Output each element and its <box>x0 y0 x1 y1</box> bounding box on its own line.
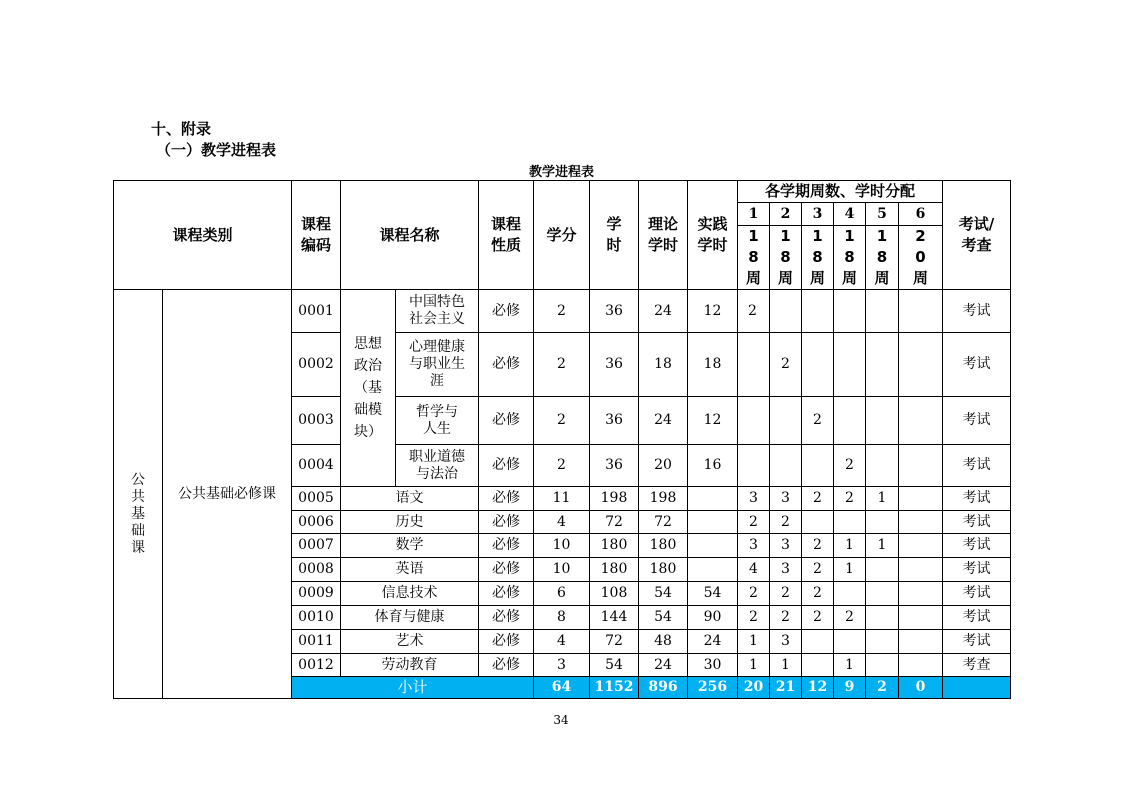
course-code: 0006 <box>292 511 341 534</box>
semester-hours-6 <box>899 630 943 654</box>
course-hours: 198 <box>590 487 639 511</box>
course-theory-hours: 20 <box>639 445 688 487</box>
semester-hours-2: 3 <box>770 487 802 511</box>
header-nature: 课程性质 <box>479 181 534 290</box>
semester-hours-6 <box>899 511 943 534</box>
course-hours: 36 <box>590 445 639 487</box>
semester-hours-2: 2 <box>770 333 802 397</box>
semester-hours-4: 2 <box>834 487 866 511</box>
header-semester-5: 5 <box>866 203 899 226</box>
subtotal-semester-2: 21 <box>770 677 802 699</box>
course-code: 0008 <box>292 558 341 582</box>
header-weeks-3: 18周 <box>802 226 834 290</box>
course-theory-hours: 24 <box>639 654 688 677</box>
semester-hours-2: 2 <box>770 606 802 630</box>
semester-hours-4 <box>834 582 866 606</box>
semester-hours-4 <box>834 290 866 333</box>
semester-hours-5 <box>866 333 899 397</box>
course-credits: 4 <box>534 630 590 654</box>
header-semester-group: 各学期周数、学时分配 <box>738 181 943 203</box>
semester-hours-4 <box>834 511 866 534</box>
course-code: 0010 <box>292 606 341 630</box>
course-hours: 72 <box>590 511 639 534</box>
course-code: 0003 <box>292 397 341 445</box>
course-name: 中国特色社会主义 <box>396 290 479 333</box>
course-practice-hours <box>688 511 738 534</box>
semester-hours-6 <box>899 582 943 606</box>
course-theory-hours: 180 <box>639 534 688 558</box>
header-practice-hours: 实践学时 <box>688 181 738 290</box>
course-nature: 必修 <box>479 630 534 654</box>
course-name: 心理健康与职业生涯 <box>396 333 479 397</box>
semester-hours-3: 2 <box>802 582 834 606</box>
course-practice-hours: 12 <box>688 290 738 333</box>
course-code: 0002 <box>292 333 341 397</box>
semester-hours-1: 1 <box>738 654 770 677</box>
course-nature: 必修 <box>479 487 534 511</box>
course-assessment: 考试 <box>943 558 1011 582</box>
course-hours: 180 <box>590 558 639 582</box>
subtotal-semester-1: 20 <box>738 677 770 699</box>
course-assessment: 考试 <box>943 606 1011 630</box>
semester-hours-2 <box>770 445 802 487</box>
subtotal-semester-4: 9 <box>834 677 866 699</box>
course-nature: 必修 <box>479 511 534 534</box>
subtotal-theory-hours: 896 <box>639 677 688 699</box>
semester-hours-3: 2 <box>802 397 834 445</box>
course-nature: 必修 <box>479 654 534 677</box>
semester-hours-5 <box>866 558 899 582</box>
course-name: 劳动教育 <box>341 654 479 677</box>
page-number: 34 <box>553 713 569 727</box>
section-heading: 十、附录 <box>151 120 212 138</box>
semester-hours-5 <box>866 445 899 487</box>
course-hours: 36 <box>590 333 639 397</box>
semester-hours-5 <box>866 582 899 606</box>
semester-hours-2: 2 <box>770 511 802 534</box>
semester-hours-5: 1 <box>866 534 899 558</box>
course-assessment: 考试 <box>943 290 1011 333</box>
header-weeks-2: 18周 <box>770 226 802 290</box>
header-weeks-5: 18周 <box>866 226 899 290</box>
course-hours: 72 <box>590 630 639 654</box>
semester-hours-4: 2 <box>834 606 866 630</box>
course-theory-hours: 24 <box>639 397 688 445</box>
course-code: 0005 <box>292 487 341 511</box>
course-credits: 2 <box>534 445 590 487</box>
course-hours: 54 <box>590 654 639 677</box>
semester-hours-2: 1 <box>770 654 802 677</box>
header-theory-hours: 理论学时 <box>639 181 688 290</box>
course-credits: 6 <box>534 582 590 606</box>
course-assessment: 考查 <box>943 654 1011 677</box>
semester-hours-6 <box>899 558 943 582</box>
semester-hours-6 <box>899 397 943 445</box>
semester-hours-2: 2 <box>770 582 802 606</box>
category-main-cell: 公共基础课 <box>114 290 163 699</box>
semester-hours-3 <box>802 511 834 534</box>
course-practice-hours: 12 <box>688 397 738 445</box>
semester-hours-5: 1 <box>866 487 899 511</box>
course-nature: 必修 <box>479 397 534 445</box>
semester-hours-5 <box>866 397 899 445</box>
subtotal-practice-hours: 256 <box>688 677 738 699</box>
course-practice-hours: 16 <box>688 445 738 487</box>
semester-hours-3 <box>802 333 834 397</box>
semester-hours-2: 3 <box>770 534 802 558</box>
course-credits: 8 <box>534 606 590 630</box>
course-credits: 2 <box>534 333 590 397</box>
course-nature: 必修 <box>479 558 534 582</box>
course-assessment: 考试 <box>943 397 1011 445</box>
semester-hours-3 <box>802 290 834 333</box>
course-name: 职业道德与法治 <box>396 445 479 487</box>
header-weeks-6: 20周 <box>899 226 943 290</box>
course-assessment: 考试 <box>943 511 1011 534</box>
semester-hours-2: 3 <box>770 558 802 582</box>
semester-hours-4: 1 <box>834 654 866 677</box>
course-theory-hours: 18 <box>639 333 688 397</box>
course-credits: 11 <box>534 487 590 511</box>
header-credits: 学分 <box>534 181 590 290</box>
course-name: 数学 <box>341 534 479 558</box>
course-name: 信息技术 <box>341 582 479 606</box>
course-practice-hours: 18 <box>688 333 738 397</box>
header-weeks-4: 18周 <box>834 226 866 290</box>
course-theory-hours: 180 <box>639 558 688 582</box>
course-assessment: 考试 <box>943 582 1011 606</box>
course-theory-hours: 54 <box>639 582 688 606</box>
semester-hours-4 <box>834 630 866 654</box>
course-assessment: 考试 <box>943 333 1011 397</box>
course-practice-hours: 90 <box>688 606 738 630</box>
subtotal-credits: 64 <box>534 677 590 699</box>
semester-hours-6 <box>899 487 943 511</box>
semester-hours-1: 2 <box>738 511 770 534</box>
course-name: 体育与健康 <box>341 606 479 630</box>
semester-hours-3 <box>802 445 834 487</box>
course-nature: 必修 <box>479 333 534 397</box>
semester-hours-4 <box>834 397 866 445</box>
course-hours: 36 <box>590 290 639 333</box>
semester-hours-5 <box>866 654 899 677</box>
semester-hours-1 <box>738 445 770 487</box>
course-code: 0007 <box>292 534 341 558</box>
course-assessment: 考试 <box>943 534 1011 558</box>
semester-hours-2 <box>770 397 802 445</box>
course-hours: 36 <box>590 397 639 445</box>
course-nature: 必修 <box>479 445 534 487</box>
teaching-schedule-table <box>113 180 1011 699</box>
course-practice-hours: 30 <box>688 654 738 677</box>
course-nature: 必修 <box>479 606 534 630</box>
header-code: 课程编码 <box>292 181 341 290</box>
course-theory-hours: 72 <box>639 511 688 534</box>
table-body <box>114 290 1011 699</box>
course-code: 0001 <box>292 290 341 333</box>
course-name: 英语 <box>341 558 479 582</box>
course-name: 哲学与人生 <box>396 397 479 445</box>
semester-hours-6 <box>899 445 943 487</box>
course-hours: 144 <box>590 606 639 630</box>
course-nature: 必修 <box>479 290 534 333</box>
table-row <box>114 290 1011 333</box>
semester-hours-2 <box>770 290 802 333</box>
course-hours: 108 <box>590 582 639 606</box>
semester-hours-4 <box>834 333 866 397</box>
semester-hours-3: 2 <box>802 606 834 630</box>
subtotal-label: 小计 <box>292 677 534 699</box>
course-code: 0004 <box>292 445 341 487</box>
course-nature: 必修 <box>479 582 534 606</box>
semester-hours-3 <box>802 630 834 654</box>
semester-hours-6 <box>899 333 943 397</box>
semester-hours-5 <box>866 630 899 654</box>
subtotal-semester-6: 0 <box>899 677 943 699</box>
semester-hours-1: 4 <box>738 558 770 582</box>
semester-hours-1: 3 <box>738 534 770 558</box>
header-semester-2: 2 <box>770 203 802 226</box>
course-credits: 10 <box>534 534 590 558</box>
semester-hours-1: 2 <box>738 290 770 333</box>
semester-hours-6 <box>899 654 943 677</box>
semester-hours-6 <box>899 290 943 333</box>
course-credits: 2 <box>534 397 590 445</box>
semester-hours-2: 3 <box>770 630 802 654</box>
semester-hours-4: 2 <box>834 445 866 487</box>
header-semester-3: 3 <box>802 203 834 226</box>
header-weeks-1: 18周 <box>738 226 770 290</box>
header-semester-6: 6 <box>899 203 943 226</box>
course-credits: 2 <box>534 290 590 333</box>
course-theory-hours: 54 <box>639 606 688 630</box>
semester-hours-1: 2 <box>738 582 770 606</box>
course-name: 历史 <box>341 511 479 534</box>
course-practice-hours: 24 <box>688 630 738 654</box>
header-assessment: 考试/考查 <box>943 181 1011 290</box>
course-credits: 10 <box>534 558 590 582</box>
semester-hours-5 <box>866 606 899 630</box>
course-code: 0009 <box>292 582 341 606</box>
subtotal-assessment <box>943 677 1011 699</box>
course-theory-hours: 24 <box>639 290 688 333</box>
semester-hours-3: 2 <box>802 487 834 511</box>
subtotal-semester-3: 12 <box>802 677 834 699</box>
module-cell: 思想政治（基础模块） <box>341 290 396 487</box>
semester-hours-3 <box>802 654 834 677</box>
subtotal-hours: 1152 <box>590 677 639 699</box>
course-code: 0012 <box>292 654 341 677</box>
course-hours: 180 <box>590 534 639 558</box>
subtotal-semester-5: 2 <box>866 677 899 699</box>
semester-hours-1: 3 <box>738 487 770 511</box>
semester-hours-3: 2 <box>802 534 834 558</box>
course-theory-hours: 198 <box>639 487 688 511</box>
semester-hours-5 <box>866 511 899 534</box>
course-practice-hours <box>688 558 738 582</box>
course-credits: 3 <box>534 654 590 677</box>
header-category: 课程类别 <box>114 181 292 290</box>
course-credits: 4 <box>534 511 590 534</box>
semester-hours-5 <box>866 290 899 333</box>
course-assessment: 考试 <box>943 487 1011 511</box>
semester-hours-6 <box>899 534 943 558</box>
course-practice-hours: 54 <box>688 582 738 606</box>
semester-hours-4: 1 <box>834 534 866 558</box>
header-hours: 学时 <box>590 181 639 290</box>
course-code: 0011 <box>292 630 341 654</box>
header-semester-1: 1 <box>738 203 770 226</box>
semester-hours-1 <box>738 333 770 397</box>
course-practice-hours <box>688 534 738 558</box>
header-name: 课程名称 <box>341 181 479 290</box>
semester-hours-4: 1 <box>834 558 866 582</box>
semester-hours-1 <box>738 397 770 445</box>
semester-hours-6 <box>899 606 943 630</box>
course-nature: 必修 <box>479 534 534 558</box>
header-semester-4: 4 <box>834 203 866 226</box>
semester-hours-3: 2 <box>802 558 834 582</box>
category-sub-cell: 公共基础必修课 <box>163 290 292 699</box>
course-assessment: 考试 <box>943 630 1011 654</box>
course-name: 艺术 <box>341 630 479 654</box>
semester-hours-1: 2 <box>738 606 770 630</box>
course-assessment: 考试 <box>943 445 1011 487</box>
semester-hours-1: 1 <box>738 630 770 654</box>
table-caption: 教学进程表 <box>528 165 594 180</box>
course-theory-hours: 48 <box>639 630 688 654</box>
course-practice-hours <box>688 487 738 511</box>
subsection-heading: （一）教学进程表 <box>156 141 277 159</box>
course-name: 语文 <box>341 487 479 511</box>
